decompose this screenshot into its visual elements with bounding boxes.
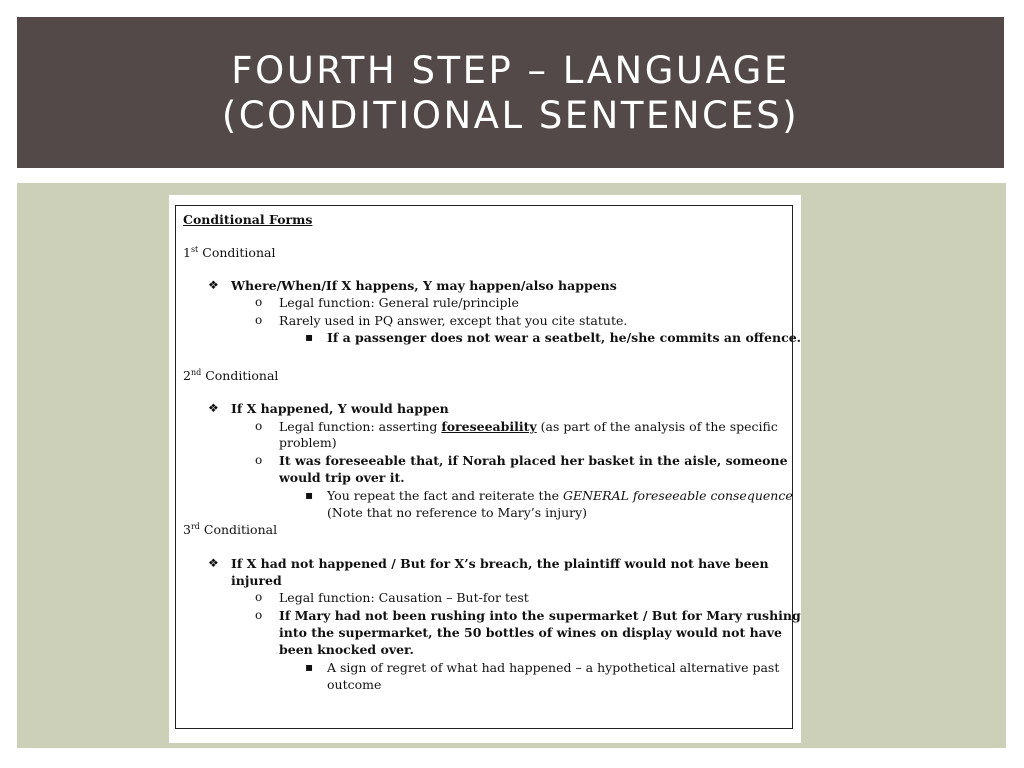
section-3-heading: 3rd Conditional [183,521,278,537]
section-3-bullet-cont: injured [231,573,282,588]
section-3-sub-2-cont-2: been knocked over. [279,642,414,657]
slide-title-line-2: (CONDITIONAL SENTENCES) [221,93,800,137]
section-3-sub-2: If Mary had not been rushing into the supermarket / But for Mary rushing [279,608,801,623]
document-text [169,195,801,743]
section-1-example: If a passenger does not wear a seatbelt, he/she commits an offence. [327,330,802,345]
section-2-bullet: If X happened, Y would happen [231,401,449,416]
circle-bullet-icon: o [255,313,263,327]
section-2-note: You repeat the fact and reiterate the GENERAL foreseeable consequence [327,488,793,503]
diamond-bullet-icon: ❖ [208,278,219,292]
section-3-bullet: If X had not happened / But for X’s breach, the plaintiff would not have been [231,556,769,571]
doc-heading: Conditional Forms [183,212,313,227]
section-1-bullet: Where/When/If X happens, Y may happen/also happens [231,278,617,293]
circle-bullet-icon: o [255,608,263,622]
section-2-sub-1-cont: problem) [279,435,337,450]
slide-title-line-1: FOURTH STEP – LANGUAGE [231,48,790,92]
diamond-bullet-icon: ❖ [208,401,219,415]
section-2-sub-2: It was foreseeable that, if Norah placed her basket in the aisle, someone [279,453,788,468]
document-image [169,195,801,743]
section-3-note: A sign of regret of what had happened – a hypothetical alternative past [327,660,780,675]
section-3-sub-2-cont-1: into the supermarket, the 50 bottles of wines on display would not have [279,625,782,640]
circle-bullet-icon: o [255,419,263,433]
diamond-bullet-icon: ❖ [208,556,219,570]
square-bullet-icon: ▪ [305,660,314,674]
square-bullet-icon: ▪ [305,488,314,502]
square-bullet-icon: ▪ [305,330,314,344]
circle-bullet-icon: o [255,295,263,309]
section-1-sub-1: Legal function: General rule/principle [279,295,519,310]
section-2-note-cont: (Note that no reference to Mary’s injury) [327,505,588,520]
section-2-sub-1: Legal function: asserting foreseeability (as part of the analysis of the specific [279,419,778,434]
section-2-heading: 2nd Conditional [183,367,279,383]
section-1-sub-2: Rarely used in PQ answer, except that you cite statute. [279,313,628,328]
section-2-sub-2-cont: would trip over it. [279,470,405,485]
circle-bullet-icon: o [255,590,263,604]
section-3-sub-1: Legal function: Causation – But-for test [279,590,529,605]
title-band [17,17,1004,168]
section-3-note-cont: outcome [327,677,382,692]
section-1-heading: 1st Conditional [183,244,276,260]
circle-bullet-icon: o [255,453,263,467]
